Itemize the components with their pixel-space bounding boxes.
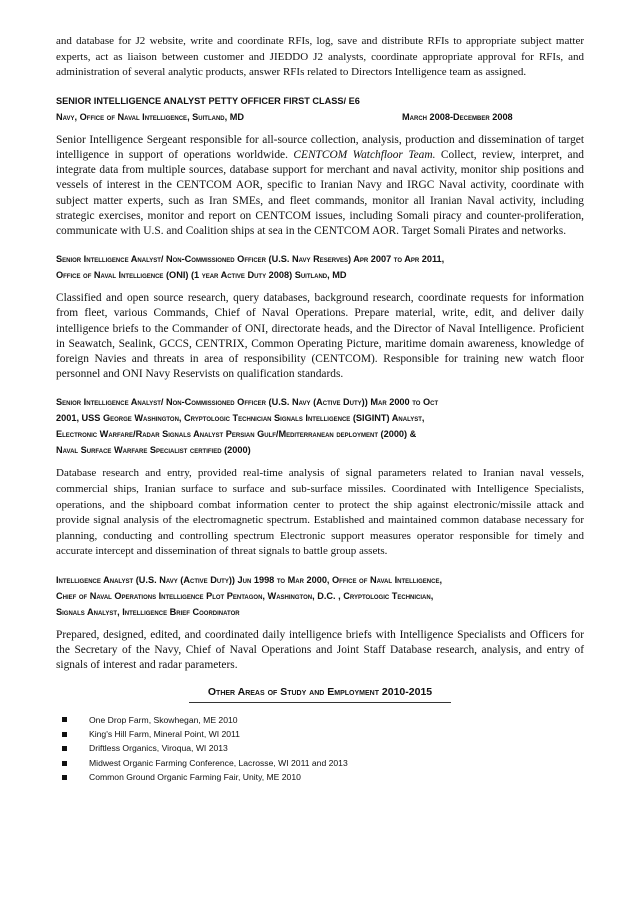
job-heading-line: Senior Intelligence Analyst/ Non-Commissioned Officer (U.S. Navy (Active Duty)) Mar 2000 to Oct xyxy=(56,397,439,408)
job-dates: March 2008-December 2008 xyxy=(402,111,513,122)
job-heading-line: Electronic Warfare/Radar Signals Analyst Persian Gulf/Mediterranean deployment (2000) & xyxy=(56,429,417,440)
intro-paragraph: and database for J2 website, write and coordinate RFIs, log, save and distribute RFIs to appropriate subject matter experts, act as liaison between customer and JIEDDO J2 analysts, coordinate appropriate approval for RFIs, and administration of several analytic products, answer RFIs related to Directors Intelligence team as assigned. xyxy=(56,35,584,79)
list-item-text: Common Ground Organic Farming Fair, Unity, ME 2010 xyxy=(89,772,301,783)
list-item-text: One Drop Farm, Skowhegan, ME 2010 xyxy=(89,714,238,725)
section-divider xyxy=(189,702,451,703)
job-heading-line: Signals Analyst, Intelligence Brief Coordinator xyxy=(56,606,240,617)
job-heading-line: Senior Intelligence Analyst/ Non-Commissioned Officer (U.S. Navy Reserves) Apr 2007 to Apr 2011, xyxy=(56,254,445,265)
job-heading xyxy=(56,394,584,458)
list-item-text: Midwest Organic Farming Conference, Lacrosse, WI 2011 and 2013 xyxy=(89,757,348,768)
job-description: Prepared, designed, edited, and coordinated daily intelligence briefs with Intelligence Specialists and Officers for the Secretary of the Navy, Chief of Naval Operations and Joint Staff Database research, analysis, and entry of signals of interest and radar parameters. xyxy=(56,628,584,672)
job-description-plain: Senior Intelligence Sergeant responsible for all-source collection, analysis, production and dissemination of target intelligence in support of operations worldwide. xyxy=(56,133,584,161)
job-description: Database research and entry, provided real-time analysis of signal parameters related to Iranian naval vessels, commercial ships, Iranian surface to surface and sub-surface missiles. Coordinated with Intelligence Specialists, operations, and the shipboard combat information center to protect the ship against electronic/missile attack and provide signal analysis of the electromagnetic spectrum. Established and maintained common database necessary for planning, conducting and controlling spectrum Electronic support measures operator responsible for timely and accurate intercept and dissemination of threat signals to battle group assets. xyxy=(56,467,584,558)
job-org-line xyxy=(56,109,584,125)
other-areas-list xyxy=(56,713,584,785)
job-heading-line: Intelligence Analyst (U.S. Navy (Active Duty)) Jun 1998 to Mar 2000, Office of Naval Intelligence, xyxy=(56,574,443,585)
job-org: Navy, Office of Naval Intelligence, Suitland, MD xyxy=(56,111,245,122)
job-heading xyxy=(56,251,584,283)
job-heading-line: Naval Surface Warfare Specialist certified (2000) xyxy=(56,445,251,456)
square-bullet-icon xyxy=(62,775,67,780)
list-item-text: Driftless Organics, Viroqua, WI 2013 xyxy=(89,743,228,754)
square-bullet-icon xyxy=(62,746,67,751)
job-description-rest: Collect, review, interpret, and integrate data from multiple sources, database support for merchant and naval activity, monitor ship positions and vessels of interest in the CENTCOM AOR, specific to Iranian Navy and IRGC Naval activity, coordinate with subject matter experts, such as Iran SMEs, and fleet commands, monitor all Iranian Naval activity, including strategic exercises, monitor and report on CENTCOM issues, including Somali piracy and counter-proliferation, communicate with U.S. and Coalition ships at sea in the CENTCOM AOR. Target Somali Pirates and networks. xyxy=(56,148,584,237)
resume-page xyxy=(56,34,584,785)
list-item xyxy=(62,713,584,727)
square-bullet-icon xyxy=(62,717,67,722)
job-heading-line: Office of Naval Intelligence (ONI) (1 year Active Duty 2008) Suitland, MD xyxy=(56,270,347,281)
job-section-3 xyxy=(56,394,584,560)
job-heading-line: 2001, USS George Washington, Cryptologic Technician Signals Intelligence (SIGINT) Analyst, xyxy=(56,413,425,424)
job-heading-line: Chief of Naval Operations Intelligence Plot Pentagon, Washington, D.C. , Cryptologic Technician, xyxy=(56,590,434,601)
job-heading xyxy=(56,572,584,620)
square-bullet-icon xyxy=(62,761,67,766)
job-section-2 xyxy=(56,251,584,382)
job-title: SENIOR INTELLIGENCE ANALYST PETTY OFFICER FIRST CLASS/ E6 xyxy=(56,95,360,106)
other-areas-section xyxy=(56,686,584,785)
job-section-4 xyxy=(56,572,584,674)
section-title: Other Areas of Study and Employment 2010-2015 xyxy=(207,685,433,698)
list-item-text: King's Hill Farm, Mineral Point, WI 2011 xyxy=(89,729,240,739)
job-section-1 xyxy=(56,93,584,239)
square-bullet-icon xyxy=(62,732,67,737)
list-item xyxy=(62,770,584,784)
job-description: Classified and open source research, query databases, background research, coordinate requests for information from fleet, various Commands, Chief of Naval Operations. Prepare material, write, edit, and deliver daily intelligence briefs to the Commander of ONI, directorate heads, and the Director of Naval Intelligence. Proficient in Seawatch, Sealink, GCCS, CENTRIX, Common Operating Picture, maritime domain awareness, knowledge of foreign Navies and threats in area of responsibility (CENTCOM). Responsible for training new watch floor personnel and ONI Navy Reservists on qualification standards. xyxy=(56,292,584,381)
list-item xyxy=(62,741,584,755)
job-description xyxy=(56,133,584,239)
job-description-italic: CENTCOM Watchfloor Team. xyxy=(293,148,436,161)
list-item xyxy=(62,727,584,741)
list-item xyxy=(62,756,584,770)
